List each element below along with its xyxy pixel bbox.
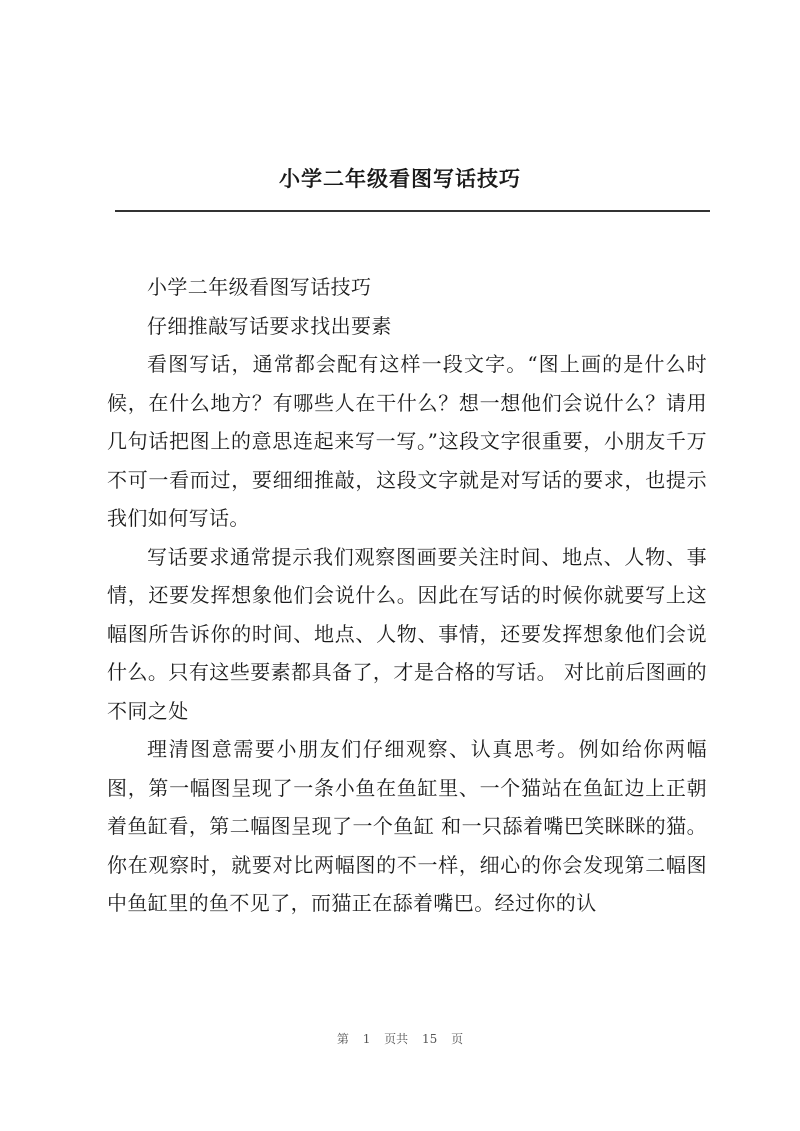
paragraph: 写话要求通常提示我们观察图画要关注时间、地点、人物、事情，还要发挥想象他们会说什么。因此在写话的时候你就要写上这幅图所告诉你的时间、地点、人物、事情，还要发挥想象他们会说什么。只有这些要素都具备了，才是合格的写话。 对比前后图画的不同之处 xyxy=(107,544,707,723)
page-footer xyxy=(0,1030,800,1047)
paragraph: 理清图意需要小朋友们仔细观察、认真思考。例如给你两幅图，第一幅图呈现了一条小鱼在鱼缸里、一个猫站在鱼缸边上正朝着鱼缸看，第二幅图呈现了一个鱼缸 和一只舔着嘴巴笑眯眯的猫。你在观察时，就要对比两幅图的不一样，细心的你会发现第二幅图中鱼缸里的鱼不见了，而猫正在舔着嘴巴。经过你的认 xyxy=(107,737,707,915)
current-page-number: 1 xyxy=(362,1032,371,1046)
document-body xyxy=(107,268,707,923)
paragraph: 看图写话，通常都会配有这样一段文字。“图上画的是什么时候，在什么地方？有哪些人在干什么？想一想他们会说什么？请用几句话把图上的意思连起来写一写。”这段文字很重要，小朋友千万不可一看而过，要细细推敲，这段文字就是对写话的要求，也提示我们如何写话。 xyxy=(107,352,707,530)
footer-prefix: 第 xyxy=(336,1032,349,1046)
paragraph: 小学二年级看图写话技巧 xyxy=(147,275,372,299)
footer-middle: 页共 xyxy=(384,1032,409,1046)
total-page-count: 15 xyxy=(422,1032,438,1046)
title-divider xyxy=(115,210,710,212)
document-title: 小学二年级看图写话技巧 xyxy=(279,166,521,191)
footer-suffix: 页 xyxy=(451,1032,464,1046)
paragraph: 仔细推敲写话要求找出要素 xyxy=(147,313,392,338)
